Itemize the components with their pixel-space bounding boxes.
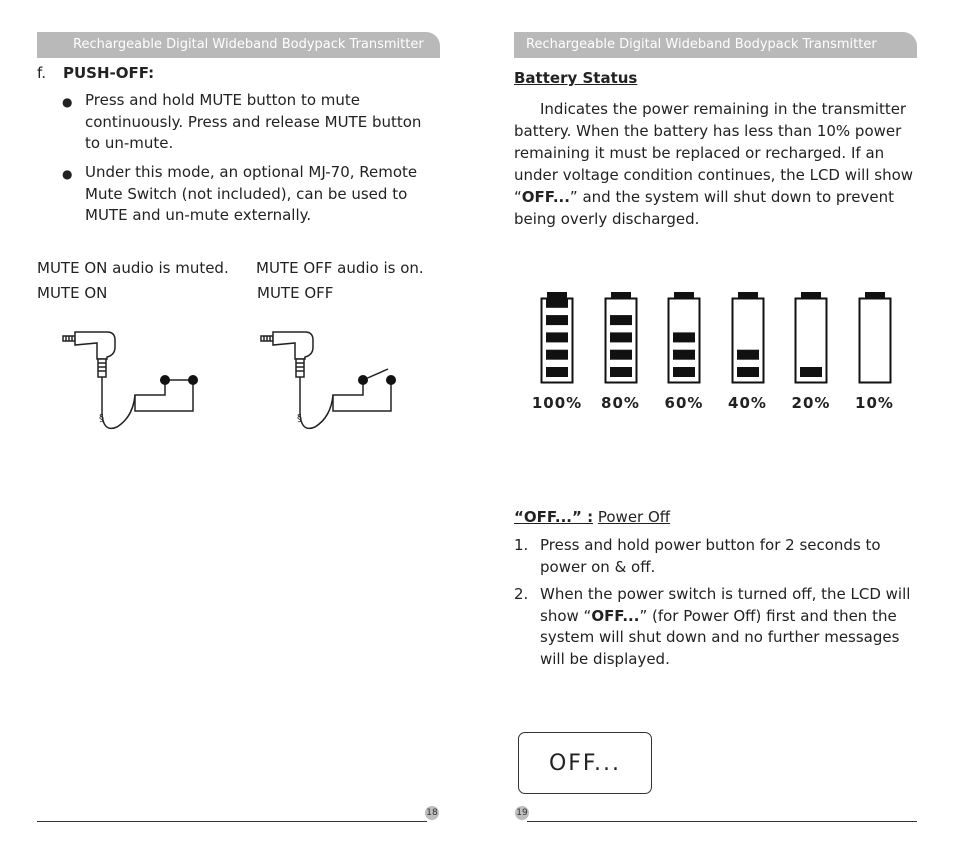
page-header-left [37,32,440,58]
mute-on-switch-diagram [55,325,215,435]
battery-paragraph-part-2: ” and the system will shut down to prevent being overly discharged. [514,188,894,228]
battery-body [859,299,890,383]
battery-level-label: 10% [855,394,894,412]
battery-level-label: 60% [664,394,704,412]
svg-text:§: § [297,413,302,424]
bullet-icon: ● [62,167,73,181]
step-1-text: Press and hold power button for 2 seconds to power on & off. [540,536,881,576]
power-off-heading-bold: “OFF...” : [514,508,594,526]
footer-rule-right [527,821,917,822]
battery-charge-segment [546,298,568,308]
page-number-left: 18 [426,808,438,818]
step-2-part-2: ” (for Power Off) first and then the system will shut down and no further messages will be displayed. [540,606,900,668]
battery-charge-segment [673,350,695,360]
battery-icon [540,292,574,384]
battery-charge-segment [673,332,695,342]
battery-charge-segment [546,367,568,377]
battery-paragraph-part-1: Indicates the power remaining in the transmitter battery. When the battery has less than 10% power remaining it must be replaced or recharged. If an under voltage condition continues, the LCD will show “ [514,100,914,206]
footer-rule-left [37,821,427,822]
battery-icon [858,292,892,384]
battery-icon [794,292,828,384]
mute-on-description: MUTE ON audio is muted. [37,259,229,277]
step-2-number: 2. [514,585,529,603]
battery-charge-segment [610,332,632,342]
battery-icon [604,292,638,384]
battery-charge-segment [737,367,759,377]
battery-cap [547,292,567,298]
battery-status-paragraph [514,98,916,230]
battery-charge-segment [737,350,759,360]
mute-off-description: MUTE OFF audio is on. [256,259,424,277]
bullet-item-2: Under this mode, an optional MJ-70, Remote Mute Switch (not included), can be used to MUTE and un-mute externally. [85,163,418,224]
bullet-item-1: Press and hold MUTE button to mute continuously. Press and release MUTE button to un-mute. [85,91,422,152]
battery-level-label: 20% [791,394,831,412]
lcd-off-display: OFF... [518,732,652,794]
header-title-left: Rechargeable Digital Wideband Bodypack Transmitter [73,37,424,52]
battery-charge-segment [546,332,568,342]
battery-level-label: 40% [728,394,767,412]
step-2-part-1: When the power switch is turned off, the LCD will show “ [540,585,911,625]
battery-charge-segment [673,367,695,377]
power-off-heading [514,507,670,529]
battery-paragraph-off: OFF... [521,188,570,206]
battery-level-label: 100% [531,394,583,412]
mute-on-label: MUTE ON [37,284,108,302]
page-number-right: 19 [516,808,528,818]
battery-status-heading: Battery Status [514,69,638,87]
section-marker: f. [37,64,46,82]
battery-icon [667,292,701,384]
section-title: PUSH-OFF: [63,64,155,82]
battery-icon [731,292,765,384]
battery-charge-segment [610,315,632,325]
battery-cap [674,292,694,298]
battery-level-label: 80% [601,394,640,412]
step-1-number: 1. [514,536,529,554]
step-2-text [540,584,915,670]
battery-charge-segment [546,315,568,325]
header-title-right: Rechargeable Digital Wideband Bodypack Transmitter [526,37,877,52]
mute-off-switch-diagram [253,325,413,435]
battery-cap [801,292,821,298]
battery-cap [865,292,885,298]
svg-text:§: § [99,413,104,424]
battery-charge-segment [546,350,568,360]
bullet-icon: ● [62,95,73,109]
mute-off-label: MUTE OFF [257,284,334,302]
battery-cap [611,292,631,298]
battery-cap [738,292,758,298]
battery-charge-segment [800,367,822,377]
page-header-right [514,32,917,58]
battery-charge-segment [610,367,632,377]
power-off-heading-text: Power Off [597,508,671,526]
step-2-off: OFF... [591,606,640,625]
battery-charge-segment [610,350,632,360]
